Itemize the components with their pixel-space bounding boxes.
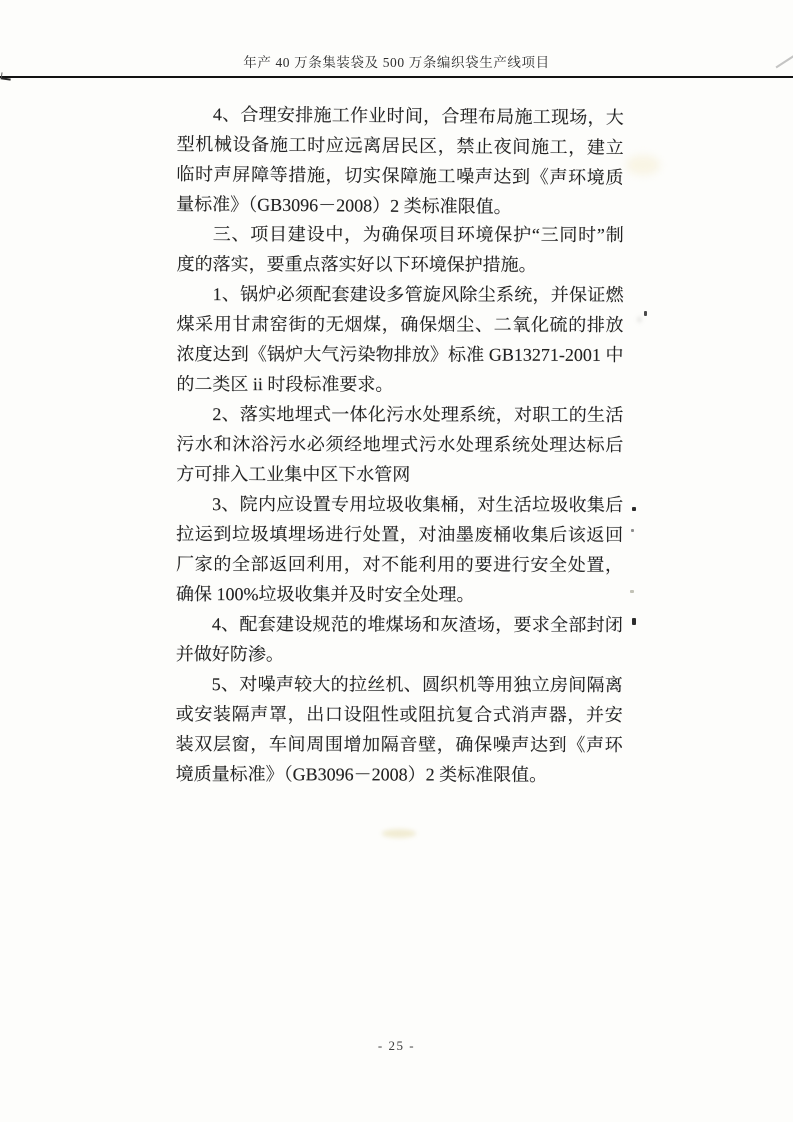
paragraph-three-simultaneity-intro: 三、项目建设中，为确保项目环境保护“三同时”制度的落实，要重点落实好以下环境保护措施。: [176, 224, 624, 275]
scan-speck: [644, 311, 647, 316]
paragraph-sewage-treatment: 2、落实地埋式一体化污水处理系统，对职工的生活污水和沐浴污水必须经地埋式污水处理系统处理达标后方可排入工业集中区下水管网: [176, 404, 624, 485]
header-rule: [0, 76, 793, 78]
scan-edge-artifact: [1, 72, 12, 80]
paragraph-coal-ash-yard: 4、配套建设规范的堆煤场和灰渣场，要求全部封闭并做好防渗。: [175, 614, 623, 665]
paragraph-garbage-collection: 3、院内应设置专用垃圾收集桶，对生活垃圾收集后拉运到垃圾填埋场进行处置，对油墨废桶收集后该返回厂家的全部返回利用，对不能利用的要进行安全处置，确保 100%垃圾收集并及时安全处理。: [175, 494, 624, 605]
scan-smudge: [626, 155, 660, 175]
paragraph-noise-isolation: 5、对噪声较大的拉丝机、圆织机等用独立房间隔离或安装隔声罩，出口设阻性或阻抗复合式消声器，并安装双层窗，车间周围增加隔音壁，确保噪声达到《声环境质量标准》（GB3096－2008）2 类标准限值。: [175, 674, 623, 785]
scan-speck: [631, 529, 634, 532]
scan-speck: [632, 618, 636, 625]
document-header-title: 年产 40 万条集装袋及 500 万条编织袋生产线项目: [243, 55, 550, 70]
scan-smudge: [382, 829, 416, 838]
document-body: [176, 99, 624, 790]
paragraph-boiler-dust-removal: 1、锅炉必须配套建设多管旋风除尘系统，并保证燃煤采用甘肃窑街的无烟煤，确保烟尘、二氧化硫的排放浓度达到《锅炉大气污染物排放》标准 GB13271-2001 中的二类区 ii 时段标准要求。: [176, 284, 624, 395]
paragraph-construction-noise: 4、合理安排施工作业时间，合理布局施工现场，大型机械设备施工时应远离居民区，禁止夜间施工，建立临时声屏障等措施，切实保障施工噪声达到《声环境质量标准》（GB3096－2008）2 类标准限值。: [176, 104, 624, 217]
scan-speck: [632, 507, 636, 511]
scan-speck: [630, 590, 634, 593]
page-number: - 25 -: [377, 1038, 416, 1053]
